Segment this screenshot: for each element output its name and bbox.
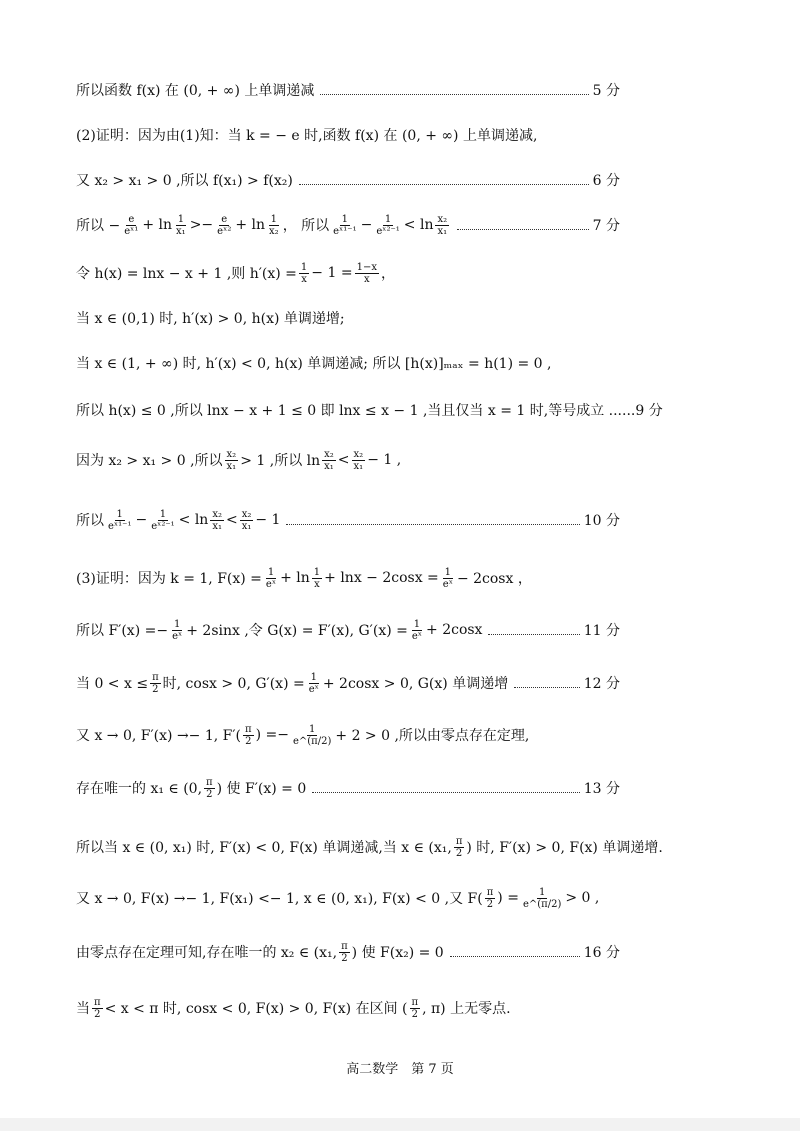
dot-leader: [299, 184, 589, 185]
fraction: [215, 214, 233, 237]
numerator: x₂: [353, 448, 364, 460]
fraction: [521, 887, 563, 910]
dot-leader: [320, 94, 588, 95]
math-text: −: [135, 512, 148, 528]
math-text: , π) 上无零点.: [422, 1001, 511, 1017]
denominator: eˣ¹: [124, 225, 139, 237]
denominator: e^(π/2): [292, 735, 332, 747]
denominator: e^(π/2): [522, 898, 562, 910]
fraction: [170, 619, 184, 642]
fraction: [264, 567, 278, 590]
denominator: x: [301, 273, 307, 285]
math-text: + 2cosx: [426, 622, 483, 638]
numerator: 1: [413, 618, 421, 630]
numerator: 1: [159, 508, 167, 520]
denominator: 2: [245, 735, 252, 747]
math-text: <: [337, 452, 350, 468]
solution-line: [76, 715, 680, 755]
denominator: x₁: [226, 460, 237, 472]
numerator: π: [455, 835, 463, 847]
denominator: x₁: [353, 460, 364, 472]
denominator: eˣ²⁻¹: [376, 225, 400, 237]
dot-leader: [450, 956, 580, 957]
denominator: eˣ: [442, 578, 453, 590]
dot-leader: [457, 229, 589, 230]
fraction: [355, 262, 379, 285]
numerator: 1: [177, 213, 185, 225]
numerator: π: [152, 671, 159, 683]
numerator: π: [411, 996, 419, 1008]
fraction: [307, 672, 321, 695]
math-text: + 2 > 0 ,所以由零点存在定理,: [335, 728, 530, 744]
denominator: eˣ: [172, 630, 183, 642]
fraction: [291, 724, 333, 747]
page-footer: 高二数学 第 7 页: [346, 1062, 454, 1077]
math-text: ) 使 F(x₂) = 0: [351, 945, 444, 961]
fraction: [435, 214, 449, 237]
fraction: [267, 214, 281, 237]
fraction: [374, 214, 401, 237]
denominator: x₁: [324, 460, 334, 472]
math-text: − 2cosx ，: [456, 571, 532, 587]
math-text: (2)证明：因为由(1)知：当 k = − e 时,函数 f(x) 在 (0, + ∞) 上单调递减,: [76, 128, 538, 144]
numerator: 1: [341, 213, 349, 225]
denominator: eˣ: [308, 683, 319, 695]
fraction: [312, 567, 322, 590]
fraction: [204, 777, 215, 800]
math-text: 当 x ∈ (1, + ∞) 时, h′(x) < 0, h(x) 单调递减; 所以 [h(x)]ₘₐₓ = h(1) = 0 ,: [76, 356, 552, 372]
math-text: < x < π 时, cosx < 0, F(x) > 0, F(x) 在区间 (: [104, 1001, 408, 1017]
math-text: 所以当 x ∈ (0, x₁) 时, F′(x) < 0, F(x) 单调递减,当 x ∈ (x₁,: [76, 840, 452, 856]
solution-line: [76, 768, 620, 808]
bottom-edge: [0, 1118, 800, 1131]
solution-line: [76, 610, 620, 650]
numerator: 1: [444, 566, 452, 578]
math-text: ) =−: [255, 727, 289, 743]
fraction: [322, 449, 336, 472]
dot-leader: [514, 687, 580, 688]
denominator: x: [363, 273, 370, 285]
math-text: ， 所以: [282, 218, 330, 234]
fraction: [243, 724, 254, 747]
math-text: (3)证明：因为 k = 1, F(x) =: [76, 571, 262, 587]
denominator: eˣ¹⁻¹: [108, 520, 132, 532]
score-mark: 10 分: [583, 513, 620, 529]
denominator: eˣ: [411, 630, 423, 642]
denominator: x: [314, 578, 320, 590]
math-text: 又 x → 0, F(x) →− 1, F(x₁) <− 1, x ∈ (0, x₁), F(x) < 0 ,又 F(: [76, 891, 483, 907]
math-text: 所以: [76, 513, 104, 529]
math-text: >−: [189, 217, 214, 233]
math-text: 时, cosx > 0, G′(x) =: [162, 676, 305, 692]
solution-line: [76, 440, 680, 480]
numerator: 1−x: [356, 261, 377, 273]
numerator: e: [221, 213, 228, 225]
denominator: 2: [94, 1008, 101, 1020]
numerator: e: [128, 213, 135, 225]
numerator: π: [94, 996, 101, 1008]
solution-line: [76, 343, 680, 383]
numerator: 1: [173, 618, 181, 630]
math-text: 所以 h(x) ≤ 0 ,所以 lnx − x + 1 ≤ 0 即 lnx ≤ x − 1 ,当且仅当 x = 1 时,等号成立 ......9 分: [76, 403, 663, 419]
math-text: − 1: [255, 512, 281, 528]
math-text: 当: [76, 1001, 90, 1017]
fraction: [174, 214, 188, 237]
solution-line: [76, 205, 620, 245]
solution-line: [76, 115, 680, 155]
fraction: [441, 567, 455, 590]
solution-line: [76, 663, 620, 703]
math-text: ) 时, F′(x) > 0, F(x) 单调递增.: [466, 840, 663, 856]
score-mark: 5 分: [592, 83, 620, 99]
denominator: 2: [411, 1008, 418, 1020]
solution-line: [76, 70, 620, 110]
score-mark: 7 分: [592, 218, 620, 234]
fraction: [331, 214, 358, 237]
math-text: > 1 ,所以 ln: [240, 453, 321, 469]
numerator: 1: [313, 566, 321, 578]
dot-leader: [312, 792, 579, 793]
dot-leader: [286, 524, 579, 525]
numerator: 1: [310, 671, 317, 683]
fraction: [485, 887, 496, 910]
denominator: 2: [152, 683, 159, 695]
fraction: [150, 672, 161, 695]
fraction: [149, 509, 176, 532]
numerator: x₂: [226, 448, 237, 460]
solution-line: [76, 878, 680, 918]
math-text: 所以函数 f(x) 在 (0, + ∞) 上单调递减: [76, 83, 315, 99]
solution-line: [76, 160, 620, 200]
numerator: x₂: [212, 508, 222, 520]
math-text: ，: [380, 266, 395, 282]
solution-line: [76, 390, 680, 430]
math-text: + 2sinx ,令 G(x) = F′(x), G′(x) =: [186, 623, 408, 639]
denominator: eˣ¹⁻¹: [333, 225, 357, 237]
fraction: [352, 449, 366, 472]
math-text: 当 x ∈ (0,1) 时, h′(x) > 0, h(x) 单调递增;: [76, 311, 345, 327]
solution-line: [76, 932, 620, 972]
fraction: [410, 997, 421, 1020]
fraction: [454, 836, 465, 859]
math-text: > 0 ,: [565, 890, 600, 906]
score-mark: 11 分: [583, 623, 620, 639]
fraction: [240, 509, 254, 532]
math-text: 所以 −: [76, 218, 121, 234]
solution-line: [76, 988, 680, 1028]
math-text: + ln: [142, 217, 173, 233]
math-text: 因为 x₂ > x₁ > 0 ,所以: [76, 453, 223, 469]
math-text: + lnx − 2cosx =: [324, 570, 439, 586]
fraction: [92, 997, 103, 1020]
math-text: ) =: [497, 890, 519, 906]
numerator: 1: [116, 508, 123, 520]
math-text: −: [360, 217, 373, 233]
denominator: 2: [486, 898, 494, 910]
score-mark: 16 分: [583, 945, 620, 961]
numerator: 1: [300, 261, 308, 273]
math-text: 当 0 < x ≤: [76, 676, 149, 692]
fraction: [299, 262, 309, 285]
denominator: 2: [206, 788, 213, 800]
numerator: 1: [538, 886, 546, 898]
math-text: ) 使 F′(x) = 0: [216, 781, 307, 797]
math-text: < ln: [178, 512, 209, 528]
numerator: x₂: [437, 213, 448, 225]
numerator: 1: [267, 566, 275, 578]
math-text: <: [225, 512, 238, 528]
score-mark: 13 分: [583, 781, 620, 797]
denominator: 2: [341, 952, 348, 964]
fraction: [106, 509, 133, 532]
numerator: 1: [270, 213, 278, 225]
fraction: [122, 214, 140, 237]
numerator: x₂: [324, 448, 334, 460]
math-text: 又 x → 0, F′(x) →− 1, F′(: [76, 728, 242, 744]
solution-line: [76, 253, 680, 293]
denominator: eˣ: [265, 578, 277, 590]
denominator: eˣ²: [217, 225, 232, 237]
score-mark: 12 分: [583, 676, 620, 692]
math-text: + 2cosx > 0, G(x) 单调递增: [322, 676, 509, 692]
fraction: [225, 449, 239, 472]
fraction: [210, 509, 224, 532]
denominator: x₁: [176, 225, 186, 237]
math-text: 由零点存在定理可知,存在唯一的 x₂ ∈ (x₁,: [76, 945, 338, 961]
math-text: + ln: [235, 217, 266, 233]
dot-leader: [488, 634, 579, 635]
numerator: 1: [384, 213, 392, 225]
numerator: 1: [309, 723, 316, 735]
math-text: 又 x₂ > x₁ > 0 ,所以 f(x₁) > f(x₂): [76, 173, 293, 189]
math-text: 存在唯一的 x₁ ∈ (0,: [76, 781, 203, 797]
numerator: π: [341, 940, 348, 952]
math-text: 所以 F′(x) =−: [76, 623, 169, 639]
math-text: 令 h(x) = lnx − x + 1 ,则 h′(x) =: [76, 266, 297, 282]
fraction: [410, 619, 424, 642]
fraction: [339, 941, 350, 964]
math-text: + ln: [280, 570, 310, 586]
numerator: π: [206, 776, 213, 788]
solution-line: [76, 558, 680, 598]
denominator: 2: [455, 847, 463, 859]
numerator: π: [245, 723, 252, 735]
denominator: x₁: [437, 225, 448, 237]
solution-line: [76, 500, 620, 540]
denominator: eˣ²⁻¹: [151, 520, 175, 532]
math-text: − 1 =: [311, 265, 353, 281]
score-mark: 6 分: [592, 173, 620, 189]
solution-line: [76, 827, 680, 867]
denominator: x₂: [269, 225, 279, 237]
numerator: x₂: [241, 508, 252, 520]
math-text: − 1 ,: [367, 452, 402, 468]
solution-line: [76, 298, 680, 338]
math-text: < ln: [403, 217, 434, 233]
numerator: π: [486, 886, 494, 898]
denominator: x₁: [241, 520, 252, 532]
denominator: x₁: [212, 520, 222, 532]
